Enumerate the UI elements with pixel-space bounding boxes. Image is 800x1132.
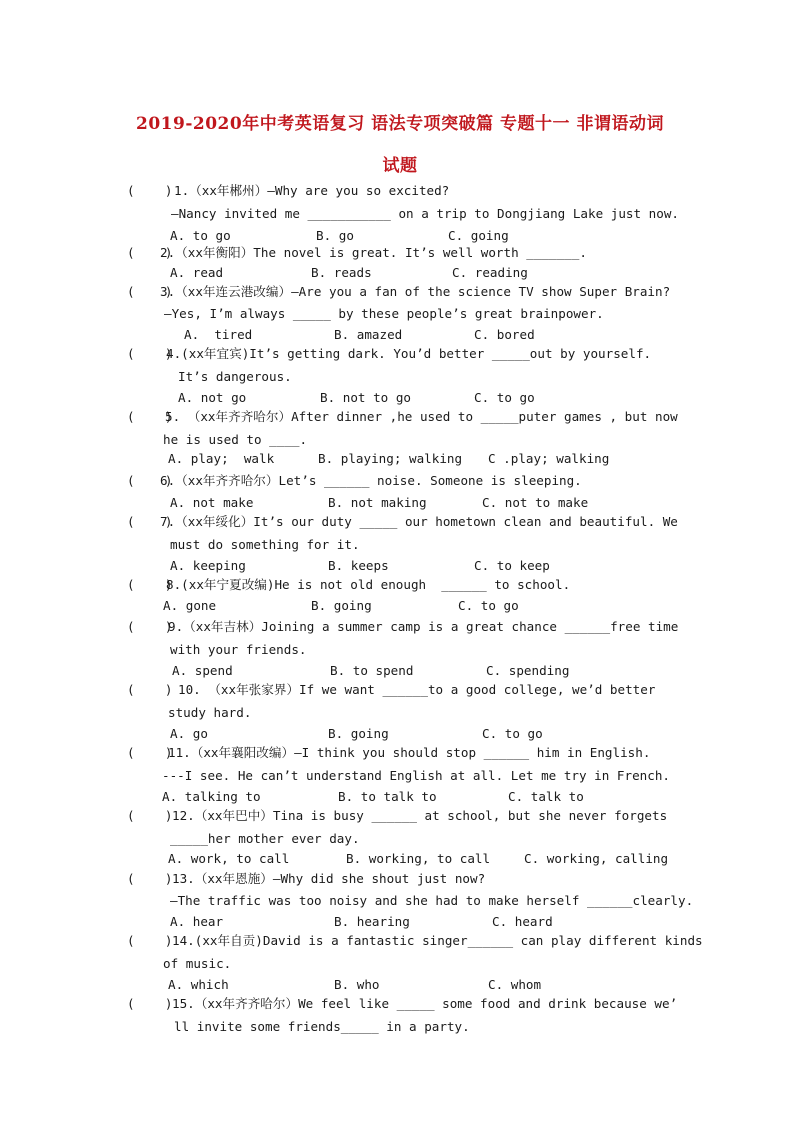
option-c: C. to go — [482, 726, 543, 741]
option-b: B. reads — [311, 265, 372, 280]
option-a: A. not go — [178, 390, 247, 405]
question-text: 6.（xx年齐齐哈尔）Let’s ______ noise. Someone is sleeping. — [160, 473, 582, 488]
question-text: —Yes, I’m always _____ by these people’s great brainpower. — [164, 306, 604, 321]
document-title: 2019-2020年中考英语复习 语法专项突破篇 专题十一 非谓语动词 — [136, 114, 664, 134]
question-text: 14.(xx年自贡)David is a fantastic singer______ can play different kinds — [172, 933, 703, 948]
option-c: C .play; walking — [488, 451, 610, 466]
option-b: B. amazed — [334, 327, 403, 342]
option-a: A. which — [168, 977, 229, 992]
option-a: A. work, to call — [168, 851, 290, 866]
question-text: ---I see. He can’t understand English at all. Let me try in French. — [162, 768, 670, 783]
question-text: must do something for it. — [170, 537, 360, 552]
option-a: A. go — [170, 726, 208, 741]
answer-blank: ( ) — [127, 933, 173, 948]
option-a: A. gone — [163, 598, 217, 613]
option-c: C. reading — [452, 265, 528, 280]
answer-blank: ( ) — [127, 284, 173, 299]
option-c: C. whom — [488, 977, 542, 992]
question-text: 9.（xx年吉林）Joining a summer camp is a great chance ______free time — [168, 619, 679, 634]
option-c: C. spending — [486, 663, 570, 678]
question-text: with your friends. — [170, 642, 307, 657]
answer-blank: ( ) — [127, 619, 173, 634]
question-text: study hard. — [168, 705, 252, 720]
option-a: A. hear — [170, 914, 224, 929]
question-text: 10. （xx年张家界）If we want ______to a good college, we’d better — [178, 682, 656, 697]
option-a: A. read — [170, 265, 224, 280]
question-text: 1.（xx年郴州）—Why are you so excited? — [174, 183, 450, 198]
question-text: of music. — [163, 956, 232, 971]
question-text: —Nancy invited me ___________ on a trip to Dongjiang Lake just now. — [171, 206, 679, 221]
option-b: B. not to go — [320, 390, 411, 405]
answer-blank: ( ) — [127, 577, 173, 592]
option-a: A. keeping — [170, 558, 246, 573]
answer-blank: ( ) — [127, 682, 173, 697]
answer-blank: ( ) — [127, 514, 173, 529]
answer-blank: ( ) — [127, 346, 173, 361]
option-b: B. not making — [328, 495, 427, 510]
answer-blank: ( ) — [127, 409, 173, 424]
option-c: C. to go — [474, 390, 535, 405]
question-text: 12.（xx年巴中）Tina is busy ______ at school, but she never forgets — [172, 808, 668, 823]
answer-blank: ( ) — [127, 183, 173, 198]
option-a: A. to go — [170, 228, 231, 243]
option-c: C. going — [448, 228, 509, 243]
question-text: ll invite some friends_____ in a party. — [174, 1019, 470, 1034]
question-text: 8.(xx年宁夏改编)He is not old enough ______ to school. — [166, 577, 571, 592]
question-text: 13.（xx年恩施）—Why did she shout just now? — [172, 871, 486, 886]
option-c: C. to go — [458, 598, 519, 613]
option-a: A. tired — [184, 327, 253, 342]
question-text: 5. （xx年齐齐哈尔）After dinner ,he used to _____puter games , but now — [165, 409, 678, 424]
question-text: 4.(xx年宜宾)It’s getting dark. You’d better _____out by yourself. — [166, 346, 652, 361]
question-text: 11.（xx年襄阳改编）—I think you should stop ______ him in English. — [168, 745, 651, 760]
option-a: A. not make — [170, 495, 254, 510]
question-text: 15.（xx年齐齐哈尔）We feel like _____ some food and drink because we’ — [172, 996, 678, 1011]
option-b: B. keeps — [328, 558, 389, 573]
option-b: B. to talk to — [338, 789, 437, 804]
answer-blank: ( ) — [127, 473, 173, 488]
option-a: A. play; walk — [168, 451, 275, 466]
option-a: A. talking to — [162, 789, 261, 804]
question-text: 2.（xx年衡阳）The novel is great. It’s well worth _______. — [160, 245, 587, 260]
question-text: —The traffic was too noisy and she had to make herself ______clearly. — [170, 893, 694, 908]
answer-blank: ( ) — [127, 245, 173, 260]
question-text: 7.（xx年绥化）It’s our duty _____ our hometown clean and beautiful. We — [160, 514, 678, 529]
option-c: C. bored — [474, 327, 535, 342]
option-b: B. to spend — [330, 663, 414, 678]
option-c: C. not to make — [482, 495, 589, 510]
option-b: B. going — [328, 726, 389, 741]
question-text: 3.（xx年连云港改编）—Are you a fan of the science TV show Super Brain? — [160, 284, 671, 299]
answer-blank: ( ) — [127, 745, 173, 760]
option-c: C. talk to — [508, 789, 584, 804]
option-a: A. spend — [172, 663, 233, 678]
option-b: B. going — [311, 598, 372, 613]
answer-blank: ( ) — [127, 808, 173, 823]
option-c: C. to keep — [474, 558, 550, 573]
option-b: B. working, to call — [346, 851, 491, 866]
option-b: B. hearing — [334, 914, 410, 929]
option-c: C. working, calling — [524, 851, 669, 866]
option-b: B. who — [334, 977, 380, 992]
option-b: B. playing; walking — [318, 451, 463, 466]
answer-blank: ( ) — [127, 996, 173, 1011]
question-text: It’s dangerous. — [178, 369, 292, 384]
answer-blank: ( ) — [127, 871, 173, 886]
option-b: B. go — [316, 228, 354, 243]
option-c: C. heard — [492, 914, 553, 929]
document-title-continued: 试题 — [382, 156, 418, 176]
question-text: he is used to ____. — [163, 432, 308, 447]
question-text: _____her mother ever day. — [170, 831, 360, 846]
